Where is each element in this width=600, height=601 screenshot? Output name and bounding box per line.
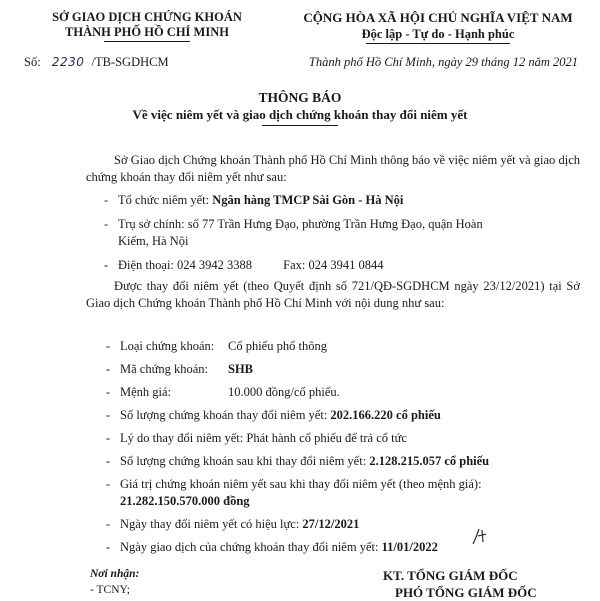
decision-paragraph: Được thay đổi niêm yết (theo Quyết định số 721/QĐ-SGDHCM ngày 23/12/2021) tại Sở Giao dịch Chứng khoán Thành phố Hồ Chí Minh với nội dung như sau: [86, 279, 580, 310]
par-label: Mệnh giá: [120, 385, 172, 399]
par-value: 10.000 đồng/cổ phiếu. [228, 385, 340, 399]
recipient-item: - TCNY; [90, 584, 130, 596]
signer-title-2: PHÓ TỔNG GIÁM ĐỐC [395, 585, 537, 600]
code-label: Mã chứng khoán: [120, 362, 209, 376]
intro-paragraph: Sở Giao dịch Chứng khoán Thành phố Hồ Chí Minh thông báo về việc niêm yết và giao dịch chứng khoán thay đổi niêm yết như sau: [86, 153, 580, 184]
motto-underline [366, 43, 510, 44]
document-number [24, 55, 169, 70]
change-qty-value: 202.166.220 cổ phiếu [330, 408, 441, 422]
value-label: Giá trị chứng khoán niêm yết sau khi thay đổi niêm yết (theo mệnh giá): [120, 477, 482, 491]
issuer-org-value: Ngân hàng TMCP Sài Gòn - Hà Nội [212, 193, 404, 207]
detail-code: - Mã chứng khoán: SHB [106, 362, 254, 376]
recipients-label: Nơi nhận: [90, 568, 140, 580]
fax-value: 024 3941 0844 [308, 258, 384, 272]
detail-after-qty: - Số lượng chứng khoán sau khi thay đổi niêm yết: 2.128.215.057 cổ phiếu [106, 454, 490, 468]
after-qty-value: 2.128.215.057 cổ phiếu [369, 454, 490, 468]
detail-trading: - Ngày giao dịch của chứng khoán thay đổi niêm yết: 11/01/2022 [106, 540, 438, 554]
detail-par: - Mệnh giá: 10.000 đồng/cổ phiếu. [106, 385, 340, 399]
detail-effective: - Ngày thay đổi niêm yết có hiệu lực: 27/12/2021 [106, 517, 360, 531]
detail-type: - Loại chứng khoán: Cổ phiếu phổ thông [106, 339, 327, 353]
country-line-1: CỘNG HÒA XÃ HỘI CHỦ NGHĨA VIỆT NAM [303, 10, 573, 25]
org-line-1: SỞ GIAO DỊCH CHỨNG KHOÁN [52, 10, 242, 24]
issuer-org-item: - Tổ chức niêm yết: Ngân hàng TMCP Sài Gòn - Hà Nội [104, 193, 404, 207]
page-title: THÔNG BÁO [258, 90, 342, 105]
effective-value: 27/12/2021 [302, 517, 360, 531]
issuer-hq-line2: Kiếm, Hà Nội [118, 234, 189, 248]
number-handwritten: 2230 [51, 55, 85, 69]
trading-label: Ngày giao dịch của chứng khoán thay đổi niêm yết: [120, 540, 379, 554]
number-label: Số: [24, 55, 41, 69]
effective-label: Ngày thay đổi niêm yết có hiệu lực: [120, 517, 300, 531]
issuer-org-header [22, 10, 272, 40]
detail-change-qty: - Số lượng chứng khoán thay đổi niêm yết: 202.166.220 cổ phiếu [106, 408, 441, 422]
page-subtitle: Về việc niêm yết và giao dịch chứng khoán thay đổi niêm yết [132, 107, 468, 122]
issuer-phone-item: - Điện thoại: 024 3942 3388 Fax: 024 3941 0844 [104, 258, 384, 272]
trading-value: 11/01/2022 [381, 540, 438, 554]
issuer-org-label: Tổ chức niêm yết: [118, 193, 210, 207]
phone-value: 024 3942 3388 [177, 258, 253, 272]
org-underline [104, 41, 190, 42]
country-line-2: Độc lập - Tự do - Hạnh phúc [361, 27, 515, 41]
after-qty-label: Số lượng chứng khoán sau khi thay đổi niêm yết: [120, 454, 367, 468]
number-suffix: /TB-SGDHCM [91, 55, 169, 69]
place-date: Thành phố Hồ Chí Minh, ngày 29 tháng 12 năm 2021 [308, 55, 578, 69]
detail-reason: - Lý do thay đổi niêm yết: Phát hành cổ phiếu để trả cổ tức [106, 431, 407, 445]
issuer-hq-item: - Trụ sở chính: số 77 Trần Hưng Đạo, phường Trần Hưng Đạo, quận Hoàn Kiếm, Hà Nội [104, 217, 483, 248]
code-value: SHB [228, 362, 254, 376]
detail-value: - Giá trị chứng khoán niêm yết sau khi thay đổi niêm yết (theo mệnh giá): 21.282.150.570.000 đồng [120, 476, 580, 510]
reason-label: Lý do thay đổi niêm yết: [120, 431, 244, 445]
type-label: Loại chứng khoán: [120, 339, 215, 353]
change-qty-label: Số lượng chứng khoán thay đổi niêm yết: [120, 408, 328, 422]
reason-value: Phát hành cổ phiếu để trả cổ tức [246, 431, 407, 445]
subtitle-underline [262, 125, 338, 126]
issuer-hq-label: Trụ sở chính: [118, 217, 185, 231]
national-header [288, 10, 588, 42]
phone-label: Điện thoại: [118, 258, 174, 272]
value-value: 21.282.150.570.000 đồng [120, 494, 250, 508]
issuer-hq-line1: số 77 Trần Hưng Đạo, phường Trần Hưng Đạo, quận Hoàn [187, 217, 483, 231]
org-line-2: THÀNH PHỐ HỒ CHÍ MINH [65, 25, 229, 39]
signer-title-1: KT. TỔNG GIÁM ĐỐC [383, 568, 518, 583]
initials-mark-icon [470, 526, 490, 548]
type-value: Cổ phiếu phổ thông [228, 339, 327, 353]
fax-label: Fax: [283, 258, 306, 272]
